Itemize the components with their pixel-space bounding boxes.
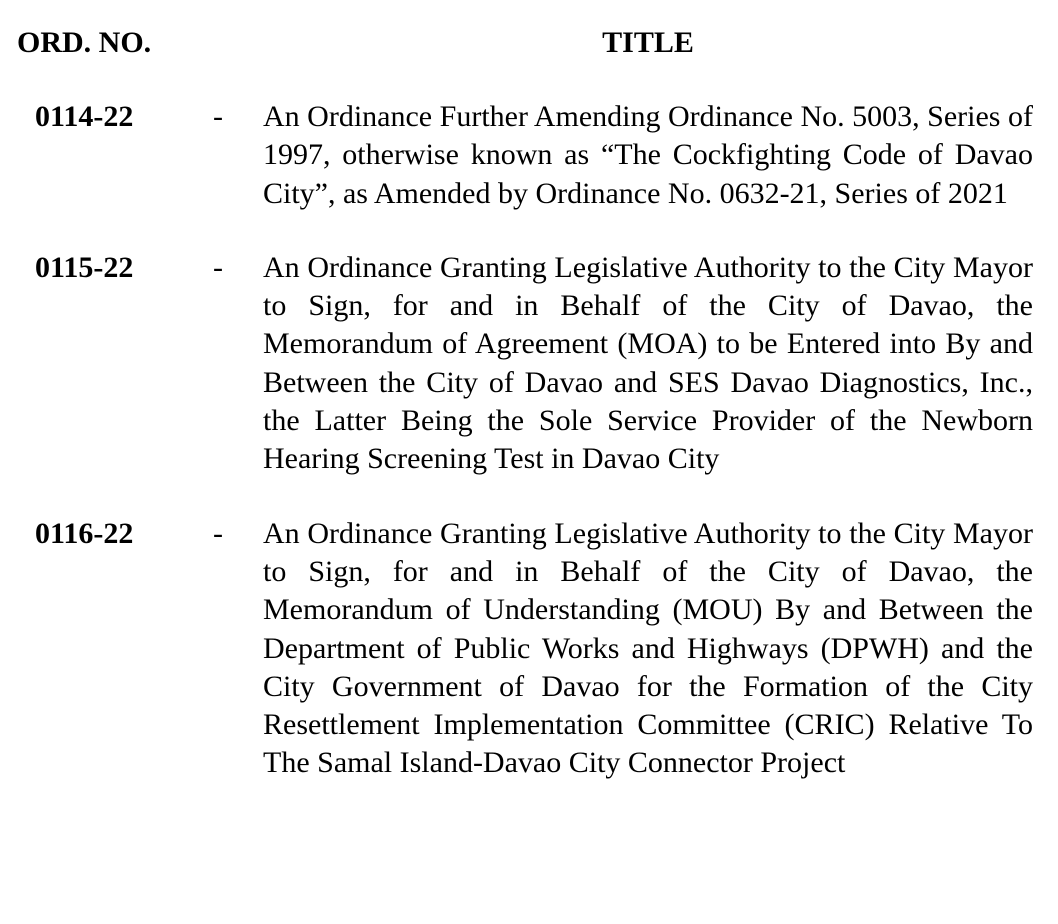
separator-dash: - xyxy=(213,516,223,550)
ord-no-column-heading: ORD. NO. xyxy=(17,26,152,59)
ordinance-entry xyxy=(0,515,1058,783)
ordinance-title: An Ordinance Granting Legislative Authority to the City Mayor to Sign, for and in Behalf of the City of Davao, the Memorandum of Agreement (MOA) to be Entered into By and Between the City of Davao and SES Davao Diagnostics, Inc., the Latter Being the Sole Service Provider of the Newborn Hearing Screening Test in Davao City xyxy=(263,250,1033,476)
separator-dash: - xyxy=(213,250,223,284)
ordinance-list xyxy=(0,98,1058,819)
title-column-heading: TITLE xyxy=(602,26,694,59)
ordinance-number: 0116-22 xyxy=(35,516,134,550)
table-header xyxy=(0,24,1058,64)
separator-dash: - xyxy=(213,100,223,133)
ordinance-title: An Ordinance Further Amending Ordinance No. 5003, Series of 1997, otherwise known as “The Cockfighting Code of Davao City”, as Amended by Ordinance No. 0632-21, Series of 2021 xyxy=(263,100,1033,210)
ordinance-number: 0114-22 xyxy=(35,100,134,133)
ordinance-entry xyxy=(0,249,1058,479)
ordinance-number: 0115-22 xyxy=(35,250,134,284)
ordinance-title: An Ordinance Granting Legislative Authority to the City Mayor to Sign, for and in Behalf of the City of Davao, the Memorandum of Understanding (MOU) By and Between the Department of Public Works and Highways (DPWH) and the City Government of Davao for the Formation of the City Resettlement Implementation Committee (CRIC) Relative To The Samal Island-Davao City Connector Project xyxy=(263,516,1033,780)
ordinance-entry xyxy=(0,98,1058,213)
